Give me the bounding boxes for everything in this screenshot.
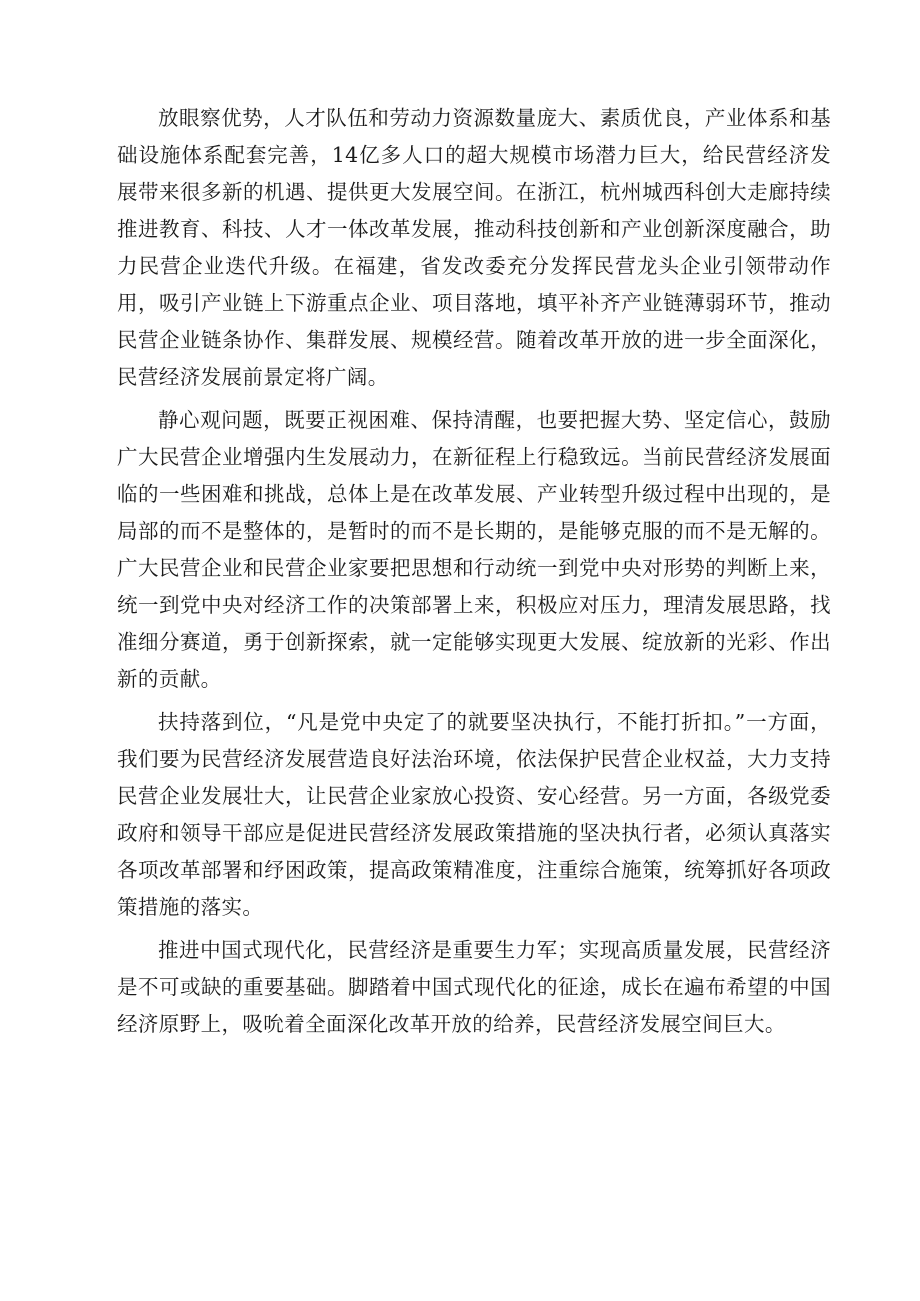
paragraph-3: 扶持落到位，“凡是党中央定了的就要坚决执行，不能打折扣。”一方面，我们要为民营经济发展营造良好法治环境，依法保护民营企业权益，大力支持民营企业发展壮大，让民营企业家放心投资、安心经营。另一方面，各级党委政府和领导干部应是促进民营经济发展政策措施的坚决执行者，必须认真落实各项改革部署和纾困政策，提高政策精准度，注重综合施策，统筹抓好各项政策措施的落实。 — [117, 710, 831, 919]
paragraph-1: 放眼察优势，人才队伍和劳动力资源数量庞大、素质优良，产业体系和基础设施体系配套完善，14亿多人口的超大规模市场潜力巨大，给民营经济发展带来很多新的机遇、提供更大发展空间。在浙江，杭州城西科创大走廊持续推进教育、科技、人才一体改革发展，推动科技创新和产业创新深度融合，助力民营企业迭代升级。在福建，省发改委充分发挥民营龙头企业引领带动作用，吸引产业链上下游重点企业、项目落地，填平补齐产业链薄弱环节，推动民营企业链条协作、集群发展、规模经营。随着改革开放的进一步全面深化，民营经济发展前景定将广阔。 — [117, 106, 831, 389]
paragraph-4: 推进中国式现代化，民营经济是重要生力军；实现高质量发展，民营经济是不可或缺的重要基础。脚踏着中国式现代化的征途，成长在遍布希望的中国经济原野上，吸吮着全面深化改革开放的给养，民营经济发展空间巨大。 — [117, 938, 831, 1036]
document-body — [117, 100, 831, 1049]
paragraph-2: 静心观问题，既要正视困难、保持清醒，也要把握大势、坚定信心，鼓励广大民营企业增强内生发展动力，在新征程上行稳致远。当前民营经济发展面临的一些困难和挑战，总体上是在改革发展、产业转型升级过程中出现的，是局部的而不是整体的，是暂时的而不是长期的，是能够克服的而不是无解的。广大民营企业和民营企业家要把思想和行动统一到党中央对形势的判断上来，统一到党中央对经济工作的决策部署上来，积极应对压力，理清发展思路，找准细分赛道，勇于创新探索，就一定能够实现更大发展、绽放新的光彩、作出新的贡献。 — [117, 408, 831, 691]
